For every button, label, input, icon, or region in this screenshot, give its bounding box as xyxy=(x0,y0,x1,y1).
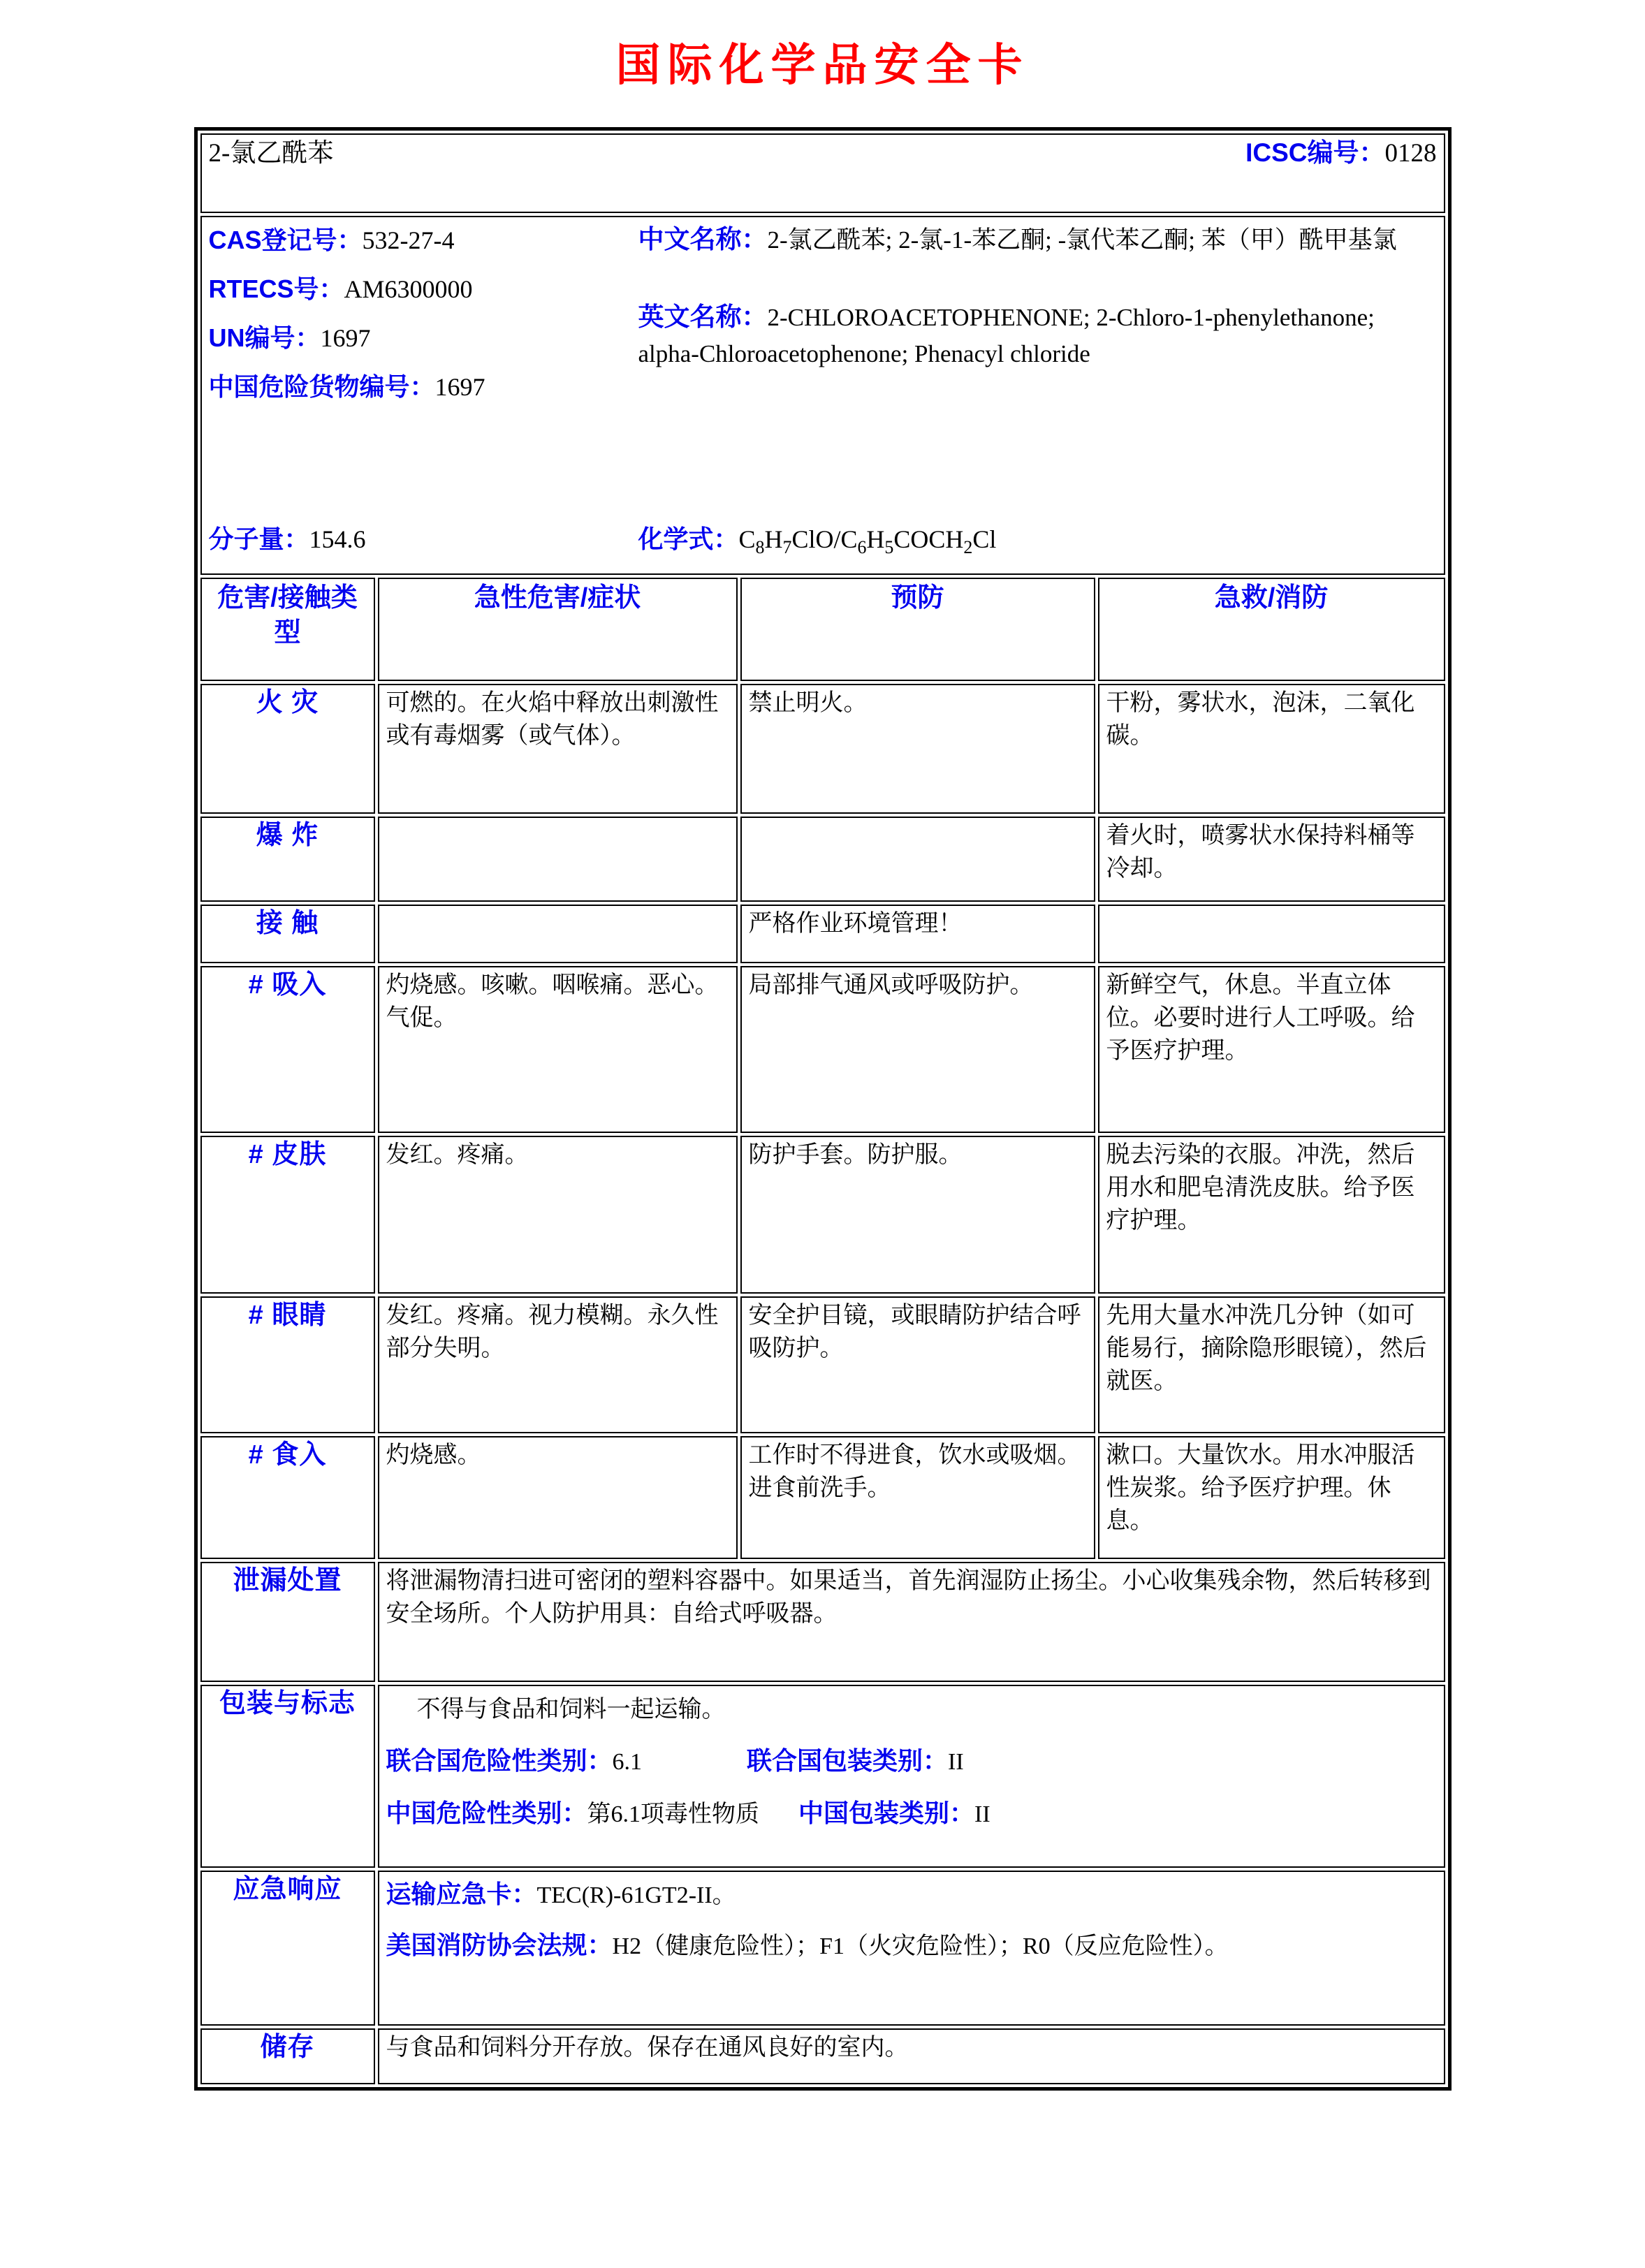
explosion-symptoms-cell xyxy=(378,817,738,902)
cn-class-label: 中国危险性类别： xyxy=(386,1799,587,1827)
english-name-block xyxy=(638,299,1433,372)
tec-card-label: 运输应急卡： xyxy=(386,1880,537,1908)
un-label: UN编号： xyxy=(208,323,321,352)
inhalation-firstaid-cell: 新鲜空气，休息。半直立体位。必要时进行人工呼吸。给予医疗护理。 xyxy=(1098,966,1445,1133)
chinese-name-label: 中文名称： xyxy=(638,225,768,254)
eyes-symptoms-cell: 发红。疼痛。视力模糊。永久性部分失明。 xyxy=(378,1296,738,1433)
skin-type-cell: # 皮肤 xyxy=(200,1136,375,1294)
exposure-prevention-cell: 严格作业环境管理！ xyxy=(740,905,1095,963)
packaging-label-cell: 包装与标志 xyxy=(200,1685,375,1868)
un-pack-label: 联合国包装类别： xyxy=(747,1746,949,1775)
english-name-value: 2-CHLOROACETOPHENONE; 2-Chloro-1-phenylethanone; alpha-Chloroacetophenone; Phenacyl chloride xyxy=(638,304,1375,367)
storage-row xyxy=(200,2028,1445,2084)
icsc-number-field xyxy=(1245,136,1436,170)
hazard-row-ingestion xyxy=(200,1436,1445,1559)
hazard-row-skin xyxy=(200,1136,1445,1294)
registry-ids xyxy=(209,219,638,522)
nfpa-line xyxy=(386,1929,1437,1963)
nfpa-label: 美国消防协会法规： xyxy=(386,1931,613,1959)
un-class-label: 联合国危险性类别： xyxy=(386,1746,613,1775)
explosion-prevention-cell xyxy=(740,817,1095,902)
cn-dg-value: 1697 xyxy=(434,373,485,401)
spill-text-cell: 将泄漏物清扫进可密闭的塑料容器中。如果适当，首先润湿防止扬尘。小心收集残余物，然后转移到安全场所。个人防护用具：自给式呼吸器。 xyxy=(378,1562,1445,1682)
explosion-firstaid-cell: 着火时，喷雾状水保持料桶等冷却。 xyxy=(1098,817,1445,902)
identity-cell xyxy=(200,216,1445,575)
cas-label: CAS登记号： xyxy=(208,226,363,254)
hazard-row-eyes xyxy=(200,1296,1445,1433)
hazard-row-exposure xyxy=(200,905,1445,963)
un-classification-line xyxy=(386,1744,1437,1778)
inhalation-prevention-cell: 局部排气通风或呼吸防护。 xyxy=(740,966,1095,1133)
ingestion-firstaid-cell: 漱口。大量饮水。用水冲服活性炭浆。给予医疗护理。休息。 xyxy=(1098,1436,1445,1559)
exposure-type-cell: 接 触 xyxy=(200,905,375,963)
nfpa-value: H2（健康危险性）；F1（火灾危险性）；R0（反应危险性）。 xyxy=(612,1933,1229,1959)
fire-symptoms-cell: 可燃的。在火焰中释放出刺激性或有毒烟雾（或气体）。 xyxy=(378,684,738,814)
cn-pack-label: 中国包装类别： xyxy=(798,1799,975,1827)
cn-pack-value: II xyxy=(974,1801,990,1827)
emergency-row xyxy=(200,1871,1445,2026)
exposure-firstaid-cell xyxy=(1098,905,1445,963)
rtecs-label: RTECS号： xyxy=(208,275,344,303)
substance-name: 2-氯乙酰苯 xyxy=(208,138,334,168)
storage-text-cell: 与食品和饲料分开存放。保存在通风良好的室内。 xyxy=(378,2028,1445,2084)
storage-label-cell: 储存 xyxy=(200,2028,375,2084)
ingestion-type-cell: # 食入 xyxy=(200,1436,375,1559)
inhalation-type-cell: # 吸入 xyxy=(200,966,375,1133)
icsc-number-label: ICSC编号： xyxy=(1245,138,1385,167)
hazard-header-type: 危害/接触类型 xyxy=(200,578,375,681)
rtecs-number-line xyxy=(209,274,638,305)
emergency-label-cell: 应急响应 xyxy=(200,1871,375,2026)
english-name-label: 英文名称： xyxy=(638,302,768,331)
card-header-row xyxy=(200,133,1445,213)
packaging-content-cell xyxy=(378,1685,1445,1868)
hazard-row-fire xyxy=(200,684,1445,814)
page-title: 国际化学品安全卡 xyxy=(615,41,1030,90)
hazard-header-prevention: 预防 xyxy=(740,578,1095,681)
explosion-type-cell: 爆 炸 xyxy=(200,817,375,902)
fire-prevention-cell: 禁止明火。 xyxy=(740,684,1095,814)
packaging-note: 不得与食品和饲料一起运输。 xyxy=(416,1697,726,1722)
molecular-weight-value: 154.6 xyxy=(309,525,366,553)
cn-dg-label: 中国危险货物编号： xyxy=(208,372,435,401)
cn-class-value: 第6.1项毒性物质 xyxy=(587,1801,760,1827)
un-pack-value: II xyxy=(948,1749,964,1775)
molecular-weight-label: 分子量： xyxy=(208,524,309,553)
un-class-value: 6.1 xyxy=(612,1749,643,1775)
inhalation-symptoms-cell: 灼烧感。咳嗽。咽喉痛。恶心。气促。 xyxy=(378,966,738,1133)
un-value: 1697 xyxy=(320,324,371,352)
emergency-content-cell xyxy=(378,1871,1445,2026)
chemical-names xyxy=(638,219,1437,522)
spill-row xyxy=(200,1562,1445,1682)
ingestion-prevention-cell: 工作时不得进食，饮水或吸烟。进食前洗手。 xyxy=(740,1436,1095,1559)
packaging-row xyxy=(200,1685,1445,1868)
fire-type-cell: 火 灾 xyxy=(200,684,375,814)
molecular-weight-line xyxy=(209,522,638,568)
icsc-card-table xyxy=(194,127,1452,2091)
exposure-symptoms-cell xyxy=(378,905,738,963)
ingestion-symptoms-cell: 灼烧感。 xyxy=(378,1436,738,1559)
formula-line xyxy=(638,522,1437,568)
identity-row xyxy=(200,216,1445,575)
cn-dg-number-line xyxy=(209,372,638,402)
un-number-line xyxy=(209,323,638,353)
hazard-row-explosion xyxy=(200,817,1445,902)
eyes-type-cell: # 眼睛 xyxy=(200,1296,375,1433)
skin-prevention-cell: 防护手套。防护服。 xyxy=(740,1136,1095,1294)
fire-firstaid-cell: 干粉，雾状水，泡沫，二氧化碳。 xyxy=(1098,684,1445,814)
tec-card-value: TEC(R)-61GT2-II。 xyxy=(536,1882,736,1908)
rtecs-value: AM6300000 xyxy=(344,275,473,303)
formula-label: 化学式： xyxy=(638,524,739,553)
cas-value: 532-27-4 xyxy=(362,226,455,254)
hazard-header-symptoms: 急性危害/症状 xyxy=(378,578,738,681)
skin-firstaid-cell: 脱去污染的衣服。冲洗，然后用水和肥皂清洗皮肤。给予医疗护理。 xyxy=(1098,1136,1445,1294)
hazard-header-row xyxy=(200,578,1445,681)
cas-number-line xyxy=(209,225,638,256)
cn-classification-line xyxy=(386,1797,1437,1831)
tec-card-line xyxy=(386,1878,1437,1912)
chinese-name-block xyxy=(638,221,1433,258)
skin-symptoms-cell: 发红。疼痛。 xyxy=(378,1136,738,1294)
eyes-prevention-cell: 安全护目镜，或眼睛防护结合呼吸防护。 xyxy=(740,1296,1095,1433)
hazard-row-inhalation xyxy=(200,966,1445,1133)
formula-value: $C_8H_7ClO/C_6H_5COCH_2Cl$ xyxy=(738,525,997,557)
chinese-name-value: 2-氯乙酰苯; 2-氯-1-苯乙酮; -氯代苯乙酮; 苯（甲）酰甲基氯 xyxy=(767,226,1397,254)
card-header-cell xyxy=(200,133,1445,213)
hazard-header-firstaid: 急救/消防 xyxy=(1098,578,1445,681)
icsc-number-value: 0128 xyxy=(1384,139,1437,168)
eyes-firstaid-cell: 先用大量水冲洗几分钟（如可能易行，摘除隐形眼镜），然后就医。 xyxy=(1098,1296,1445,1433)
spill-label-cell: 泄漏处置 xyxy=(200,1562,375,1682)
